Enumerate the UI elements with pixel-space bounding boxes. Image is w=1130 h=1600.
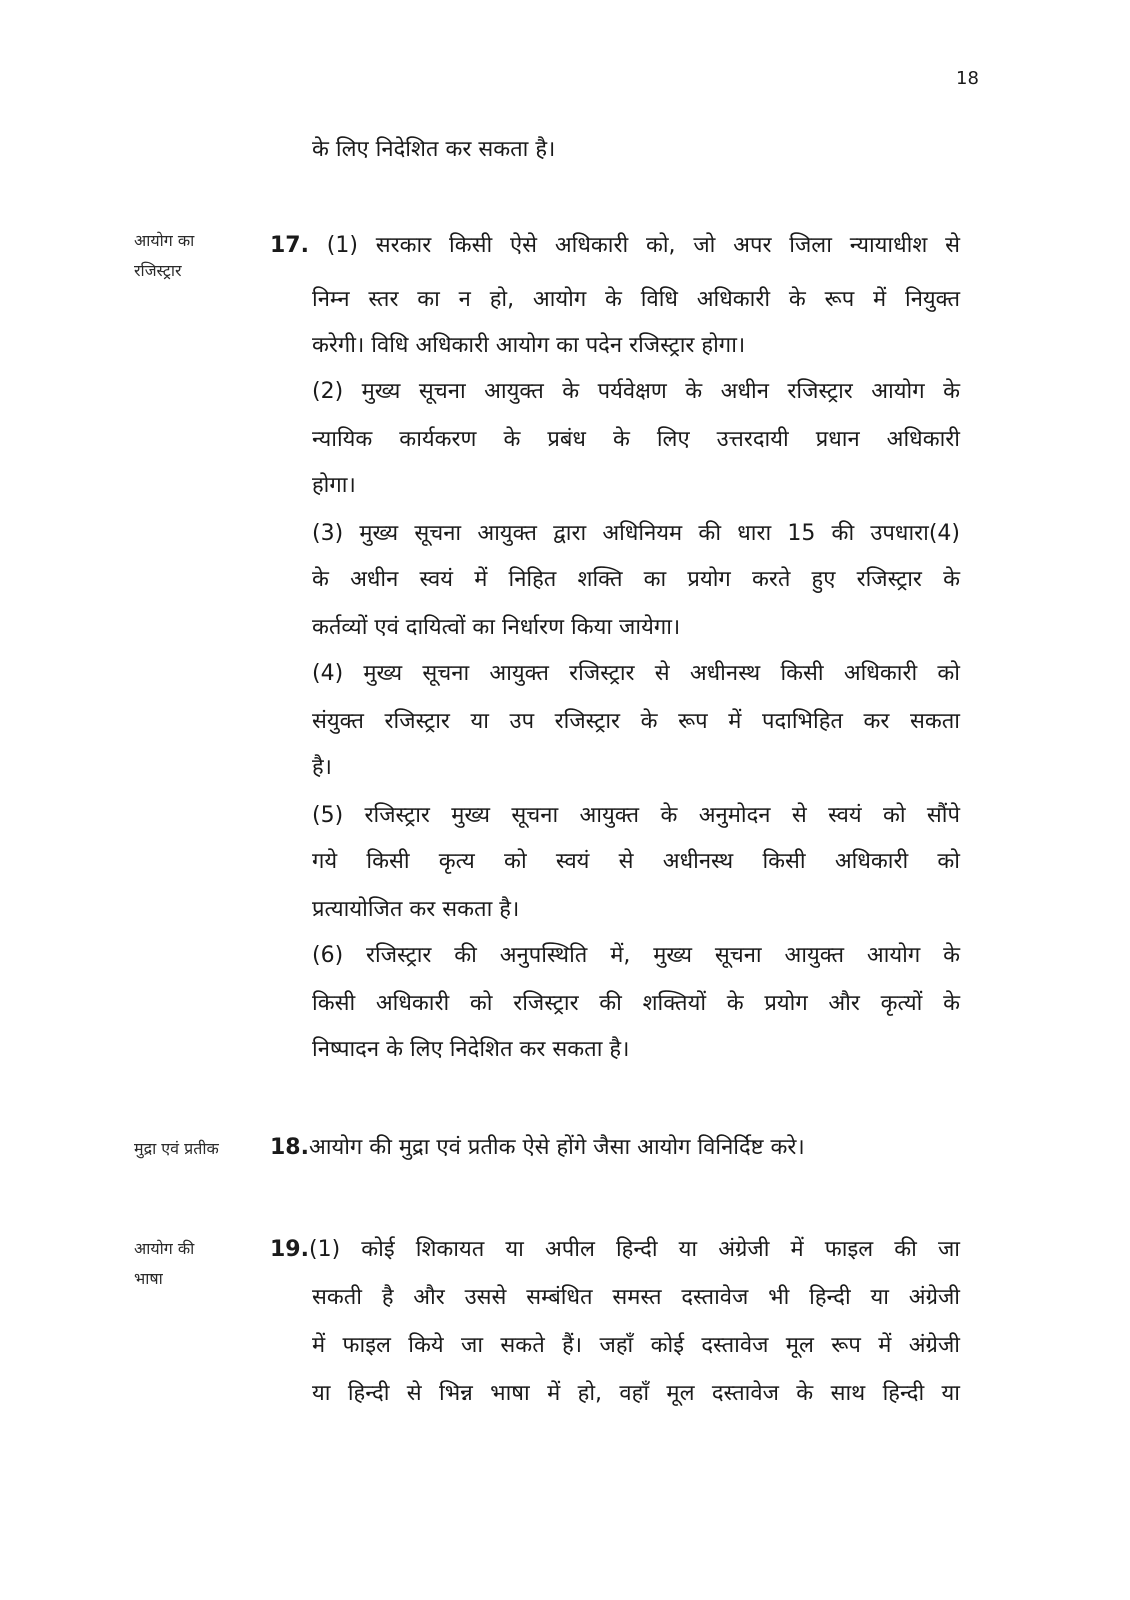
section-17-line: किसी अधिकारी को रजिस्ट्रार की शक्तियों के प्रयोग और कृत्यों के — [312, 991, 960, 1016]
section-19-first-line — [270, 1234, 960, 1266]
section-number: 18. — [270, 1135, 309, 1160]
margin-note-section-17 — [134, 226, 194, 286]
section-17-line: कर्तव्यों एवं दायित्वों का निर्धारण किया जायेगा। — [312, 615, 681, 640]
section-17-line: के अधीन स्वयं में निहित शक्ति का प्रयोग करते हुए रजिस्ट्रार के — [312, 567, 960, 592]
section-17-line: निम्न स्तर का न हो, आयोग के विधि अधिकारी के रूप में नियुक्त — [312, 287, 960, 312]
section-19-line: या हिन्दी से भिन्न भाषा में हो, वहाँ मूल दस्तावेज के साथ हिन्दी या — [312, 1381, 960, 1406]
margin-note-section-18: मुद्रा एवं प्रतीक — [134, 1139, 219, 1158]
section-17-line: (4) मुख्य सूचना आयुक्त रजिस्ट्रार से अधीनस्थ किसी अधिकारी को — [312, 661, 960, 686]
margin-note-line: रजिस्ट्रार — [134, 261, 182, 280]
section-17-line: न्यायिक कार्यकरण के प्रबंध के लिए उत्तरदायी प्रधान अधिकारी — [312, 427, 960, 452]
section-19-line: में फाइल किये जा सकते हैं। जहाँ कोई दस्तावेज मूल रूप में अंग्रेजी — [312, 1333, 960, 1358]
section-number: 17. — [270, 233, 309, 258]
page-number: 18 — [956, 68, 979, 89]
margin-note-line: आयोग की — [134, 1239, 195, 1258]
intro-line: के लिए निदेशित कर सकता है। — [312, 137, 556, 162]
section-17-line: प्रत्यायोजित कर सकता है। — [312, 897, 520, 922]
section-17-line: (3) मुख्य सूचना आयुक्त द्वारा अधिनियम की धारा 15 की उपधारा(4) — [312, 521, 960, 546]
section-17-line: होगा। — [312, 473, 356, 498]
section-17-line: करेगी। विधि अधिकारी आयोग का पदेन रजिस्ट्रार होगा। — [312, 333, 746, 358]
section-number: 19. — [270, 1237, 309, 1262]
section-18-line — [270, 1132, 805, 1164]
margin-note-line: भाषा — [134, 1269, 163, 1288]
section-text: आयोग की मुद्रा एवं प्रतीक ऐसे होंगे जैसा आयोग विनिर्दिष्ट करे। — [308, 1135, 805, 1160]
section-17-line: है। — [312, 755, 333, 780]
margin-note-section-19 — [134, 1234, 194, 1294]
section-text: (1) कोई शिकायत या अपील हिन्दी या अंग्रेजी में फाइल की जा — [308, 1237, 960, 1262]
section-17-first-line — [270, 230, 960, 262]
section-17-line: संयुक्त रजिस्ट्रार या उप रजिस्ट्रार के रूप में पदाभिहित कर सकता — [312, 709, 960, 734]
section-17-line: (6) रजिस्ट्रार की अनुपस्थिति में, मुख्य सूचना आयुक्त आयोग के — [312, 943, 960, 968]
section-17-line: निष्पादन के लिए निदेशित कर सकता है। — [312, 1037, 630, 1062]
margin-note-line: आयोग का — [134, 231, 195, 250]
section-17-line: (5) रजिस्ट्रार मुख्य सूचना आयुक्त के अनुमोदन से स्वयं को सौंपे — [312, 803, 960, 828]
section-text: (1) सरकार किसी ऐसे अधिकारी को, जो अपर जिला न्यायाधीश से — [326, 233, 960, 258]
section-17-line: (2) मुख्य सूचना आयुक्त के पर्यवेक्षण के अधीन रजिस्ट्रार आयोग के — [312, 379, 960, 404]
section-19-line: सकती है और उससे सम्बंधित समस्त दस्तावेज भी हिन्दी या अंग्रेजी — [312, 1285, 960, 1310]
section-17-line: गये किसी कृत्य को स्वयं से अधीनस्थ किसी अधिकारी को — [312, 849, 960, 874]
